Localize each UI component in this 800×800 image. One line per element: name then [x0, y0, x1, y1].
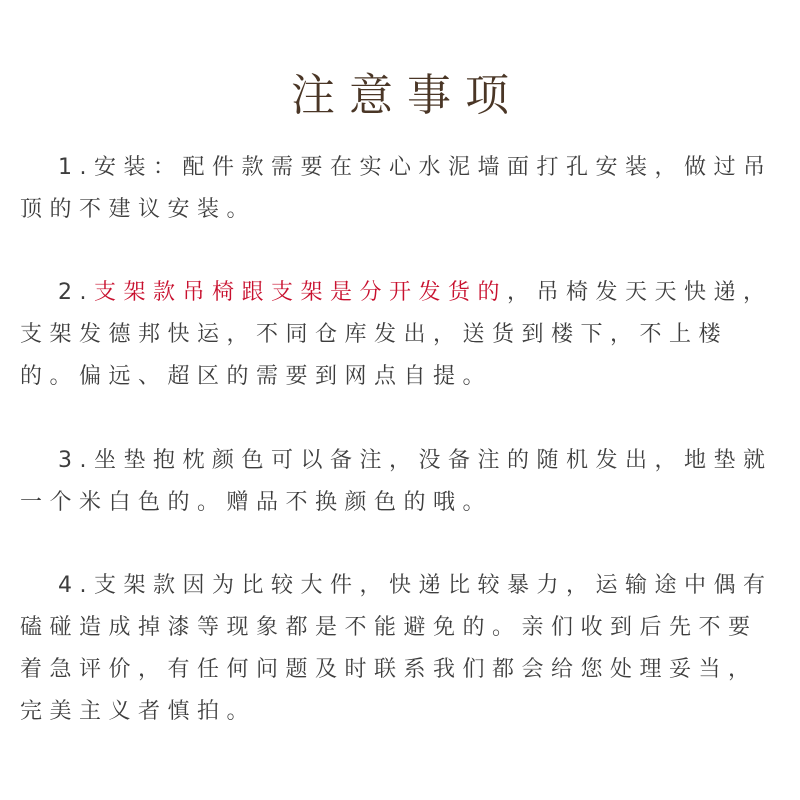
- notice-item-2: [20, 272, 782, 398]
- page-title: 注意事项: [291, 70, 523, 121]
- notice-item-2-prefix: 2.: [58, 280, 94, 305]
- notice-item-2-highlight: 支架款吊椅跟支架是分开发货的: [94, 280, 508, 305]
- notice-item-4: [20, 565, 782, 733]
- notice-item-3-text: 3.坐垫抱枕颜色可以备注，没备注的随机发出，地垫就一个米白色的。赠品不换颜色的哦。: [20, 448, 773, 515]
- notice-item-3: [20, 440, 782, 524]
- notice-item-1: [20, 147, 782, 231]
- notice-item-4-text: 4.支架款因为比较大件，快递比较暴力，运输途中偶有磕碰造成掉漆等现象都是不能避免的。亲们收到后先不要着急评价，有任何问题及时联系我们都会给您处理妥当，完美主义者慎拍。: [20, 573, 773, 724]
- notice-item-2-rest: ，吊椅发天天快递，支架发德邦快运，不同仓库发出，送货到楼下，不上楼的。偏远、超区的需要到网点自提。: [20, 280, 773, 389]
- notice-item-1-text: 1.安装：配件款需要在实心水泥墙面打孔安装，做过吊顶的不建议安装。: [20, 155, 773, 222]
